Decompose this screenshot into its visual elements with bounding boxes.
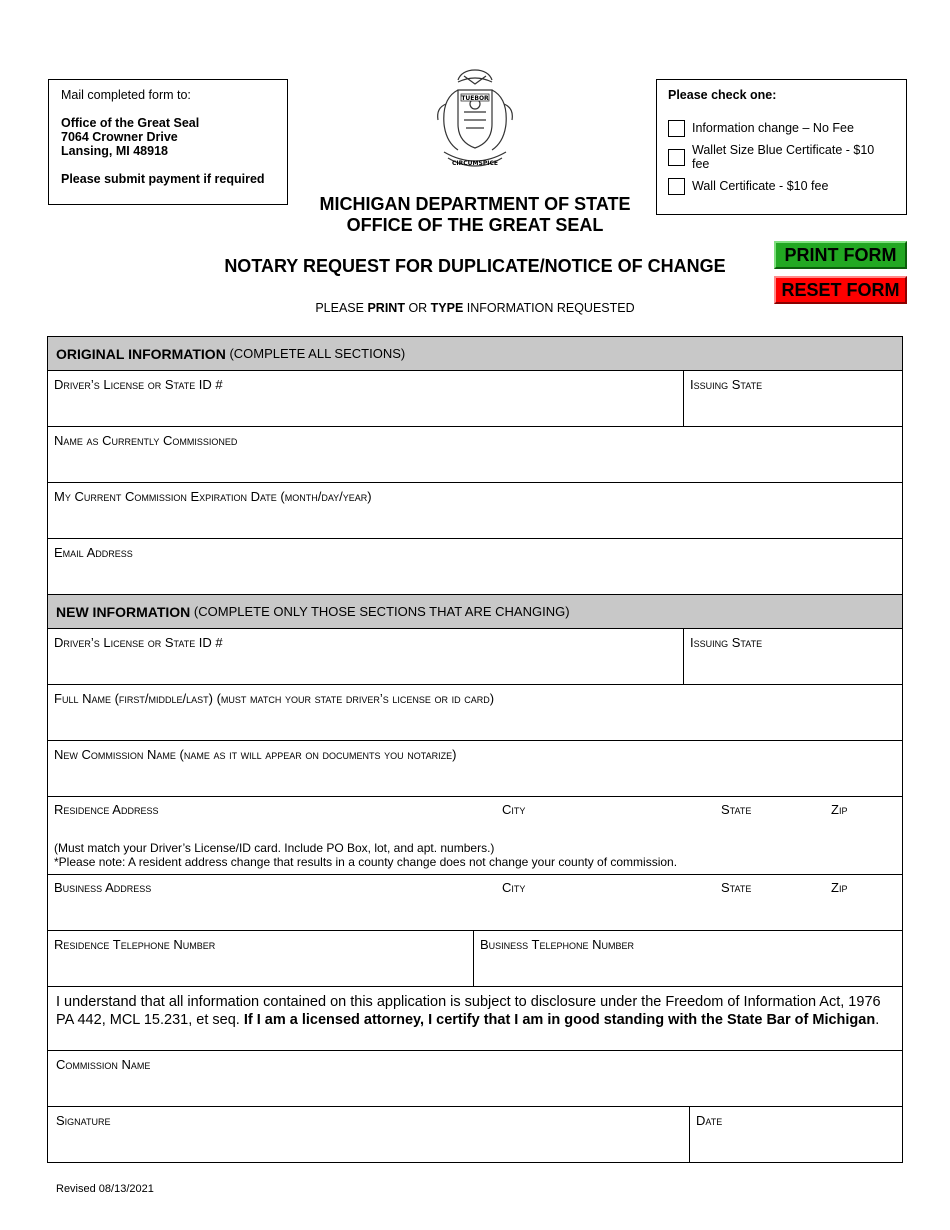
residence-address-row[interactable] [48,796,902,874]
mailing-address-box [48,79,288,205]
expiration-date-field[interactable]: My Current Commission Expiration Date (month/day/year) [54,489,372,504]
state-label: State [721,802,752,817]
checkbox[interactable] [668,178,685,195]
mail-label: Mail completed form to: [61,88,191,102]
business-phone-field[interactable]: Business Telephone Number [473,931,902,986]
option-label: Wallet Size Blue Certificate - $10 fee [692,143,875,171]
mail-office: Office of the Great Seal [61,116,200,130]
department-name: MICHIGAN DEPARTMENT OF STATE [319,194,631,214]
print-instructions: PLEASE PRINT OR TYPE INFORMATION REQUESTED [315,301,635,315]
email-address-field[interactable]: Email Address [54,545,133,560]
residence-note: (Must match your Driver’s License/ID card. Include PO Box, lot, and apt. numbers.) *Please note: A resident address change that results in a county change does not change your county of commission. [54,841,678,869]
business-address-row[interactable] [48,874,902,930]
option-label: Information change – No Fee [692,121,854,135]
new-issuing-state-field[interactable]: Issuing State [683,629,902,684]
mail-street: 7064 Crowner Drive [61,130,178,144]
signature-field[interactable]: Signature [56,1113,111,1128]
mail-city: Lansing, MI 48918 [61,144,168,158]
option-wall-certificate[interactable] [668,176,895,196]
residence-phone-field[interactable]: Residence Telephone Number [54,937,216,952]
revision-date: Revised 08/13/2021 [56,1183,154,1195]
check-heading: Please check one: [668,88,777,102]
option-label: Wall Certificate - $10 fee [692,179,829,193]
city-label: City [502,802,526,817]
disclosure-statement: I understand that all information contained on this application is subject to disclosure under the Freedom of Information Act, 1976 PA 442, MCL 15.231, et seq. If I am a licensed attorney, I certify that I am in good standing with the State Bar of Michigan. [48,986,902,1050]
full-name-field[interactable]: Full Name (first/middle/last) (must match your state driver’s license or id card) [54,691,495,706]
office-name: OFFICE OF THE GREAT SEAL [346,215,604,235]
department-heading [290,194,660,236]
new-commission-name-field[interactable]: New Commission Name (name as it will appear on documents you notarize) [54,747,457,762]
business-address-label: Business Address [54,880,152,895]
current-name-field[interactable]: Name as Currently Commissioned [54,433,238,448]
zip-label: Zip [831,880,848,895]
commission-name-field[interactable]: Commission Name [56,1057,151,1072]
state-label: State [721,880,752,895]
date-field[interactable]: Date [689,1107,902,1162]
original-dl-field[interactable]: Driver’s License or State ID # [54,377,223,392]
notary-form-table [47,336,903,1163]
checkbox[interactable] [668,120,685,137]
seal-motto: TUEBOR [461,95,489,102]
new-information-header: NEW INFORMATION (COMPLETE ONLY THOSE SECTIONS THAT ARE CHANGING) [48,594,902,628]
payment-note: Please submit payment if required [61,172,265,186]
print-form-button[interactable]: PRINT FORM [774,241,907,269]
zip-label: Zip [831,802,848,817]
new-dl-field[interactable]: Driver’s License or State ID # [54,635,223,650]
seal-bottom-motto: CIRCUMSPICE [452,160,498,167]
city-label: City [502,880,526,895]
option-wallet-certificate[interactable] [668,143,895,171]
original-issuing-state-field[interactable]: Issuing State [683,371,902,426]
option-information-change[interactable] [668,118,895,138]
residence-address-label: Residence Address [54,802,159,817]
reset-form-button[interactable]: RESET FORM [774,276,907,304]
form-title: NOTARY REQUEST FOR DUPLICATE/NOTICE OF CHANGE [224,256,726,276]
checkbox[interactable] [668,149,685,166]
request-type-panel [656,79,907,215]
michigan-seal-logo [428,64,522,172]
original-information-header: ORIGINAL INFORMATION (COMPLETE ALL SECTIONS) [48,337,902,370]
